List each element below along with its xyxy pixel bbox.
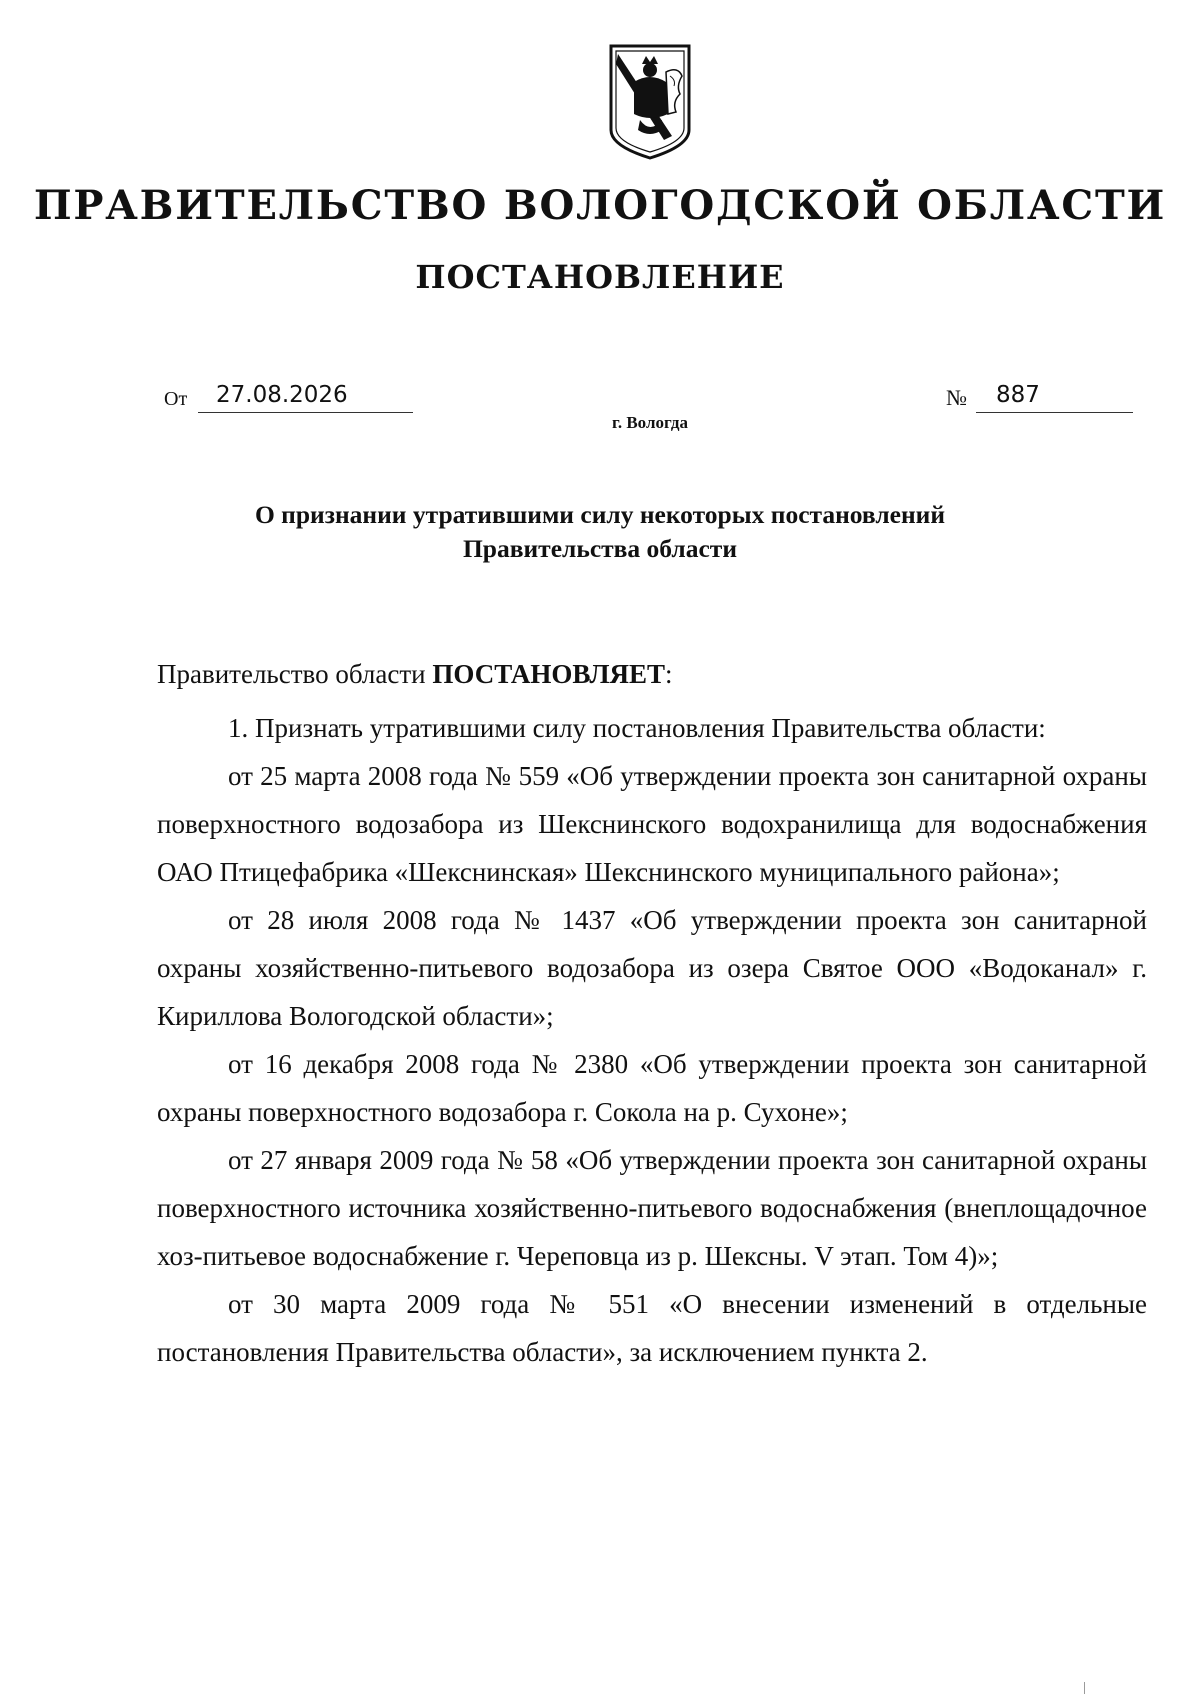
coat-of-arms-emblem xyxy=(606,42,694,162)
resolution-entry-3: от 16 декабря 2008 года № 2380 «Об утверждении проекта зон санитарной охраны поверхностного водозабора г. Сокола на р. Сухоне»; xyxy=(157,1049,1147,1127)
document-subject xyxy=(0,498,1200,566)
date-value: 27.08.2026 xyxy=(216,382,348,408)
city-name: г. Вологда xyxy=(612,413,688,432)
date-label: От xyxy=(164,388,188,410)
resolution-entry-5: от 30 марта 2009 года № 551 «О внесении изменений в отдельные постановления Правительства области», за исключением пункта 2. xyxy=(157,1289,1147,1367)
preamble-tail: : xyxy=(664,659,673,689)
document-type: ПОСТАНОВЛЕНИЕ xyxy=(415,258,785,296)
preamble-lead: Правительство области xyxy=(157,659,433,689)
item-1-heading: 1. Признать утратившими силу постановления Правительства области: xyxy=(228,713,1046,743)
subject-line-2: Правительства области xyxy=(462,534,738,563)
number-field xyxy=(976,382,1133,413)
government-title: ПРАВИТЕЛЬСТВО ВОЛОГОДСКОЙ ОБЛАСТИ xyxy=(33,182,1167,229)
subject-line-1: О признании утратившими силу некоторых постановлений xyxy=(254,500,946,529)
resolution-entry-2: от 28 июля 2008 года № 1437 «Об утверждении проекта зон санитарной охраны хозяйственно-питьевого водозабора из озера Святое ООО «Водоканал» г. Кириллова Вологодской области»; xyxy=(157,905,1147,1031)
document-body xyxy=(157,650,1147,1376)
resolution-entry-4: от 27 января 2009 года № 58 «Об утверждении проекта зон санитарной охраны поверхностного источника хозяйственно-питьевого водоснабжения (внеплощадочное хоз-питьевое водоснабжение г. Череповца из р. Шексны. V этап. Том 4)»; xyxy=(157,1145,1147,1271)
number-label: № xyxy=(946,385,967,410)
preamble xyxy=(157,650,1147,698)
number-value: 887 xyxy=(996,382,1040,408)
date-field xyxy=(198,382,413,413)
scan-artifact xyxy=(1084,1682,1085,1694)
preamble-keyword: ПОСТАНОВЛЯЕТ xyxy=(432,659,665,689)
resolution-entry-1: от 25 марта 2008 года № 559 «Об утверждении проекта зон санитарной охраны поверхностного водозабора из Шекснинского водохранилища для водоснабжения ОАО Птицефабрика «Шекснинская» Шекснинского муниципального района»; xyxy=(157,761,1147,887)
